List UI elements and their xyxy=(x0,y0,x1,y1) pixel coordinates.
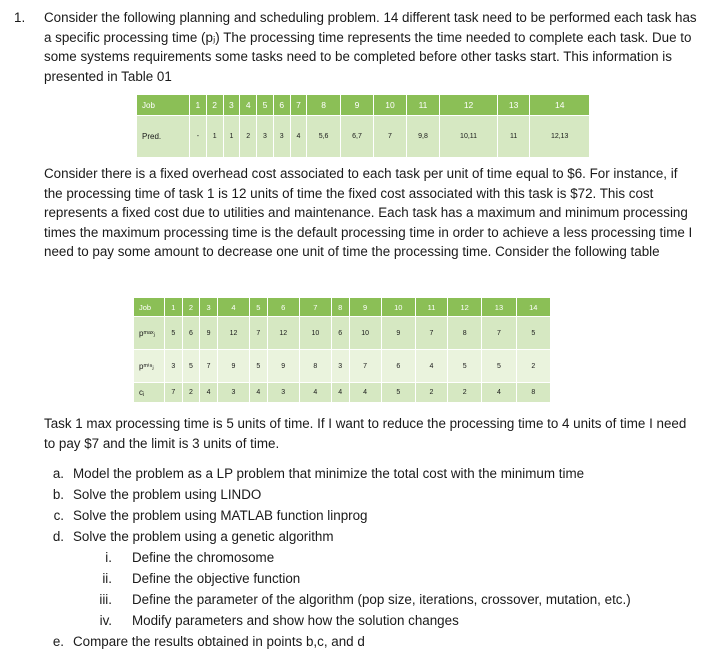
table2-pmax-cell: 9 xyxy=(382,317,415,349)
table2-cost-row xyxy=(134,383,550,402)
table2-pmin-cell: 7 xyxy=(200,350,217,382)
intro-paragraph: Consider the following planning and scheduling problem. 14 different task need to be performed each task has a specific processing time (pⱼ) The processing time represents the time needed to complete each task. Due to some systems requirements some tasks need to be completed before other tasks start. This information is presented in Table 01 xyxy=(44,10,697,84)
table2-cost-cell: 4 xyxy=(200,383,217,402)
precedence-table xyxy=(136,94,590,158)
table1-job-cell: 8 xyxy=(307,95,339,115)
table1-pred-cell: 3 xyxy=(257,116,273,157)
table1-pred-cell: - xyxy=(190,116,206,157)
table1-pred-cell: 12,13 xyxy=(530,116,589,157)
table2-cost-cell: 2 xyxy=(416,383,447,402)
table1-job-cell: 9 xyxy=(341,95,373,115)
table2-pmin-cell: 5 xyxy=(183,350,200,382)
table1-job-cell: 14 xyxy=(530,95,589,115)
table2-job-cell: 8 xyxy=(332,298,349,316)
table2-pmin-cell: 5 xyxy=(250,350,267,382)
table1-pred-cell: 7 xyxy=(374,116,406,157)
overhead-paragraph: Consider there is a fixed overhead cost associated to each task per unit of time equal to $6. For instance, if the processing time of task 1 is 12 units of time the fixed cost associated with this task is $72. This cost represents a fixed cost due to utilities and maintenance. Each task has a maximum and minimum processing times the maximum processing time is the default processing time in order to achieve a less processing time I need to pay some amount to decrease one unit of time the processing time. Consider the following table xyxy=(44,166,693,260)
task-text: Compare the results obtained in points b,c, and d xyxy=(73,634,365,649)
table1-pred-cell: 3 xyxy=(274,116,290,157)
table2-pmax-row xyxy=(134,317,550,349)
subtask-text: Define the parameter of the algorithm (pop size, iterations, crossover, mutation, etc.) xyxy=(132,592,631,607)
table1-pred-row xyxy=(137,116,589,157)
table2-pmax-cell: 5 xyxy=(165,317,182,349)
table1-job-cell: 4 xyxy=(240,95,256,115)
subtask-text: Define the objective function xyxy=(132,571,301,586)
table1-pred-cell: 1 xyxy=(224,116,240,157)
table2-cost-cell: 4 xyxy=(482,383,515,402)
table2-cost-cell: 3 xyxy=(268,383,299,402)
table2-header-row xyxy=(134,298,550,316)
table2-cost-cell: 4 xyxy=(300,383,331,402)
table1-job-cell: 7 xyxy=(291,95,307,115)
subtask-marker: iii. xyxy=(99,592,112,607)
table2-pmin-cell: 3 xyxy=(165,350,182,382)
table2-pmax-cell: 7 xyxy=(250,317,267,349)
table1-job-cell: 6 xyxy=(274,95,290,115)
example-paragraph: Task 1 max processing time is 5 units of time. If I want to reduce the processing time to 4 units of time I need to pay $7 and the limit is 3 units of time. xyxy=(44,416,687,451)
table1-header-row xyxy=(137,95,589,115)
table1-pred-cell: 6,7 xyxy=(341,116,373,157)
table2-job-cell: 3 xyxy=(200,298,217,316)
table2-job-cell: 6 xyxy=(268,298,299,316)
table2-pmax-cell: 10 xyxy=(300,317,331,349)
task-marker: d. xyxy=(52,529,64,544)
table2-pmin-label: pᵐⁱⁿⱼ xyxy=(134,350,164,382)
table1-header-label: Job xyxy=(137,95,189,115)
table2-cost-cell: 4 xyxy=(332,383,349,402)
table2-pmin-cell: 4 xyxy=(416,350,447,382)
table1-job-cell: 12 xyxy=(440,95,497,115)
table2-job-cell: 9 xyxy=(350,298,381,316)
table2-pmin-row xyxy=(134,350,550,382)
table2-pmin-cell: 9 xyxy=(218,350,249,382)
table2-job-cell: 5 xyxy=(250,298,267,316)
table2-pmax-cell: 6 xyxy=(332,317,349,349)
table2-pmax-cell: 10 xyxy=(350,317,381,349)
table2-job-cell: 14 xyxy=(517,298,550,316)
table1-pred-cell: 9,8 xyxy=(407,116,439,157)
table1-job-cell: 13 xyxy=(498,95,530,115)
table2-cost-cell: 7 xyxy=(165,383,182,402)
table2-job-cell: 12 xyxy=(448,298,481,316)
table2-cost-label: cⱼ xyxy=(134,383,164,402)
table1-job-cell: 3 xyxy=(224,95,240,115)
table2-job-cell: 13 xyxy=(482,298,515,316)
task-text: Model the problem as a LP problem that minimize the total cost with the minimum time xyxy=(73,466,585,481)
table2-job-cell: 4 xyxy=(218,298,249,316)
table2-cost-cell: 2 xyxy=(183,383,200,402)
table1-pred-cell: 5,6 xyxy=(307,116,339,157)
table2-pmin-cell: 8 xyxy=(300,350,331,382)
table2-cost-cell: 5 xyxy=(382,383,415,402)
table2-header-label: Job xyxy=(134,298,164,316)
subtask-marker: ii. xyxy=(102,571,112,586)
table2-pmin-cell: 7 xyxy=(350,350,381,382)
table2-pmax-cell: 12 xyxy=(268,317,299,349)
table2-pmax-cell: 5 xyxy=(517,317,550,349)
processing-time-table xyxy=(133,297,551,403)
task-text: Solve the problem using LINDO xyxy=(73,487,262,502)
table2-cost-cell: 2 xyxy=(448,383,481,402)
table1-job-cell: 11 xyxy=(407,95,439,115)
table1-pred-cell: 10,11 xyxy=(440,116,497,157)
task-marker: a. xyxy=(52,466,64,481)
table2-cost-cell: 3 xyxy=(218,383,249,402)
task-text: Solve the problem using MATLAB function linprog xyxy=(73,508,368,523)
table2-job-cell: 2 xyxy=(183,298,200,316)
table2-cost-cell: 8 xyxy=(517,383,550,402)
subtask-marker: i. xyxy=(105,550,112,565)
subtask-text: Modify parameters and show how the solution changes xyxy=(132,613,459,628)
table2-pmax-label: pᵐᵃˣⱼ xyxy=(134,317,164,349)
table2-pmax-cell: 6 xyxy=(183,317,200,349)
table2-pmin-cell: 6 xyxy=(382,350,415,382)
table2-pmin-cell: 3 xyxy=(332,350,349,382)
table2-pmax-cell: 7 xyxy=(482,317,515,349)
table2-pmax-cell: 7 xyxy=(416,317,447,349)
table2-pmin-cell: 5 xyxy=(448,350,481,382)
table2-job-cell: 10 xyxy=(382,298,415,316)
subtask-marker: iv. xyxy=(99,613,112,628)
question-number: 1. xyxy=(14,10,26,25)
task-marker: e. xyxy=(52,634,64,649)
table2-pmax-cell: 12 xyxy=(218,317,249,349)
table1-job-cell: 2 xyxy=(207,95,223,115)
table2-cost-cell: 4 xyxy=(350,383,381,402)
table2-job-cell: 1 xyxy=(165,298,182,316)
table2-pmax-cell: 8 xyxy=(448,317,481,349)
table2-cost-cell: 4 xyxy=(250,383,267,402)
table1-pred-cell: 11 xyxy=(498,116,530,157)
table1-pred-cell: 2 xyxy=(240,116,256,157)
table1-job-cell: 10 xyxy=(374,95,406,115)
table1-pred-cell: 4 xyxy=(291,116,307,157)
table1-pred-cell: 1 xyxy=(207,116,223,157)
table2-pmin-cell: 9 xyxy=(268,350,299,382)
table2-pmin-cell: 5 xyxy=(482,350,515,382)
task-marker: b. xyxy=(52,487,64,502)
task-text: Solve the problem using a genetic algorithm xyxy=(73,529,334,544)
table1-job-cell: 1 xyxy=(190,95,206,115)
table2-job-cell: 11 xyxy=(416,298,447,316)
subtask-text: Define the chromosome xyxy=(132,550,275,565)
task-marker: c. xyxy=(53,508,64,523)
table2-pmin-cell: 2 xyxy=(517,350,550,382)
table1-job-cell: 5 xyxy=(257,95,273,115)
table2-job-cell: 7 xyxy=(300,298,331,316)
table2-pmax-cell: 9 xyxy=(200,317,217,349)
table1-pred-label: Pred. xyxy=(137,116,189,157)
